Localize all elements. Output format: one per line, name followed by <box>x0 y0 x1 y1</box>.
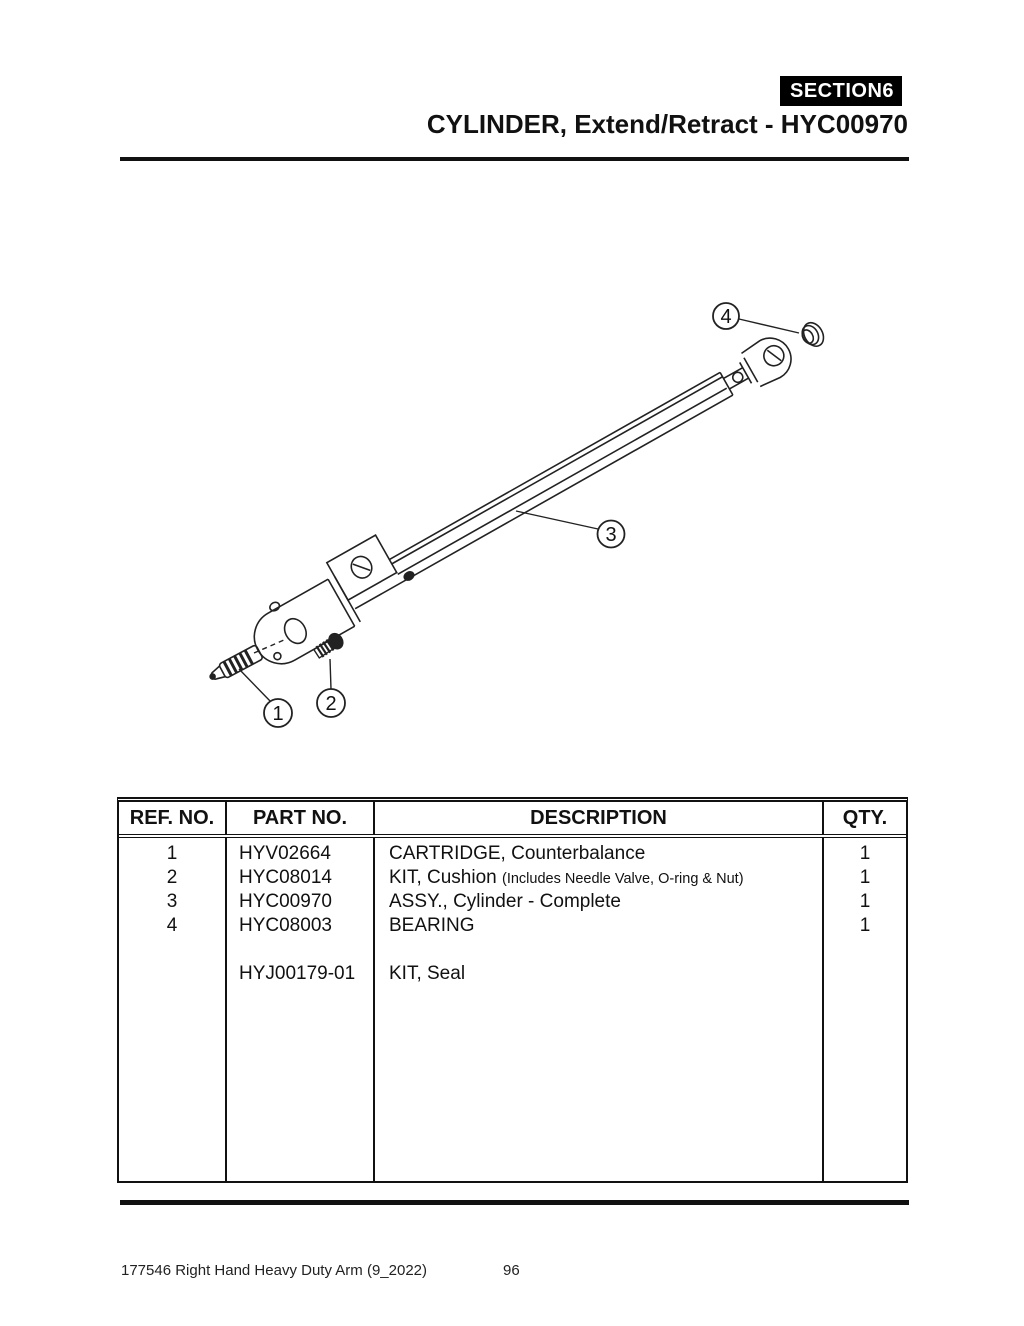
col-header-qty: QTY. <box>842 806 888 829</box>
desc-text: KIT, Cushion <box>389 867 497 888</box>
footer-page-number: 96 <box>503 1262 520 1279</box>
leader-line-2 <box>330 659 331 689</box>
leader-line-4 <box>739 319 799 333</box>
cell-ref: 2 <box>166 867 178 888</box>
base-tab <box>268 601 281 613</box>
desc-note: (Includes Needle Valve, O-ring & Nut) <box>502 871 744 887</box>
cell-qty: 1 <box>859 867 871 888</box>
section-badge-number: 6 <box>882 79 895 102</box>
tube-line <box>389 372 720 559</box>
cell-part: HYC00970 <box>239 891 332 912</box>
cell-part: HYC08003 <box>239 915 332 936</box>
desc-text: ASSY., Cylinder - Complete <box>389 891 621 912</box>
cell-desc <box>375 938 822 962</box>
rod-eye-mark <box>767 347 781 364</box>
bearing-coil <box>798 319 828 351</box>
page-title: CYLINDER, Extend/Retract - HYC00970 <box>426 109 908 139</box>
desc-column <box>375 838 824 1181</box>
cell-ref <box>119 938 225 962</box>
rod-collar-line <box>744 358 758 382</box>
valve-screw-slot <box>353 558 370 576</box>
footer-document-ref: 177546 Right Hand Heavy Duty Arm (9_2022) <box>121 1262 428 1279</box>
desc-text: BEARING <box>389 915 475 936</box>
cell-desc <box>375 866 822 890</box>
rod-line <box>729 378 748 389</box>
callout-3-number: 3 <box>605 524 617 546</box>
cell-part <box>227 938 373 962</box>
desc-text: CARTRIDGE, Counterbalance <box>389 843 646 864</box>
callout-1 <box>264 699 292 727</box>
leader-line-1 <box>239 669 271 702</box>
cell-part: HYC08014 <box>239 867 332 888</box>
cushion-screw <box>312 631 345 660</box>
parts-table-body <box>119 838 906 1181</box>
cell-ref: 4 <box>166 915 178 936</box>
callout-4 <box>713 303 739 329</box>
callout-3 <box>598 521 625 548</box>
bottom-rule <box>120 1200 909 1205</box>
ref-column <box>119 838 227 1181</box>
explode-dash-line <box>254 640 284 653</box>
cell-qty: 1 <box>859 891 871 912</box>
base-joint-line <box>328 579 355 626</box>
tube-line <box>398 388 727 574</box>
cell-desc <box>375 890 822 914</box>
qty-column <box>824 838 906 1181</box>
tube-line <box>355 395 733 609</box>
base-hole <box>273 651 283 661</box>
cartridge <box>207 645 264 685</box>
section-badge-word: SECTION <box>790 79 883 102</box>
cell-desc <box>375 842 822 866</box>
cell-desc <box>375 962 822 986</box>
desc-text: KIT, Seal <box>389 963 466 984</box>
cell-qty <box>824 938 906 962</box>
parts-table-header <box>119 802 906 838</box>
callout-2-number: 2 <box>325 693 337 715</box>
cell-part: HYV02664 <box>239 843 331 864</box>
cell-desc <box>375 914 822 938</box>
col-header-ref: REF. NO. <box>119 802 227 834</box>
base-port <box>280 615 310 647</box>
tube-line <box>392 377 723 564</box>
cell-part: HYJ00179-01 <box>239 963 356 984</box>
cell-qty: 1 <box>859 843 871 864</box>
callout-1-number: 1 <box>272 703 284 725</box>
cylinder-assembly <box>237 294 835 673</box>
cell-ref: 3 <box>166 891 178 912</box>
leader-line-3 <box>516 511 598 529</box>
col-header-part: PART NO. <box>227 802 375 834</box>
callout-4-number: 4 <box>720 306 732 328</box>
callout-2 <box>317 689 345 717</box>
cell-qty <box>824 962 906 986</box>
parts-table <box>117 797 908 1183</box>
cell-ref: 1 <box>166 843 178 864</box>
cell-qty: 1 <box>859 915 871 936</box>
part-column <box>227 838 375 1181</box>
col-header-desc: DESCRIPTION <box>375 802 824 834</box>
cell-ref <box>119 962 225 986</box>
